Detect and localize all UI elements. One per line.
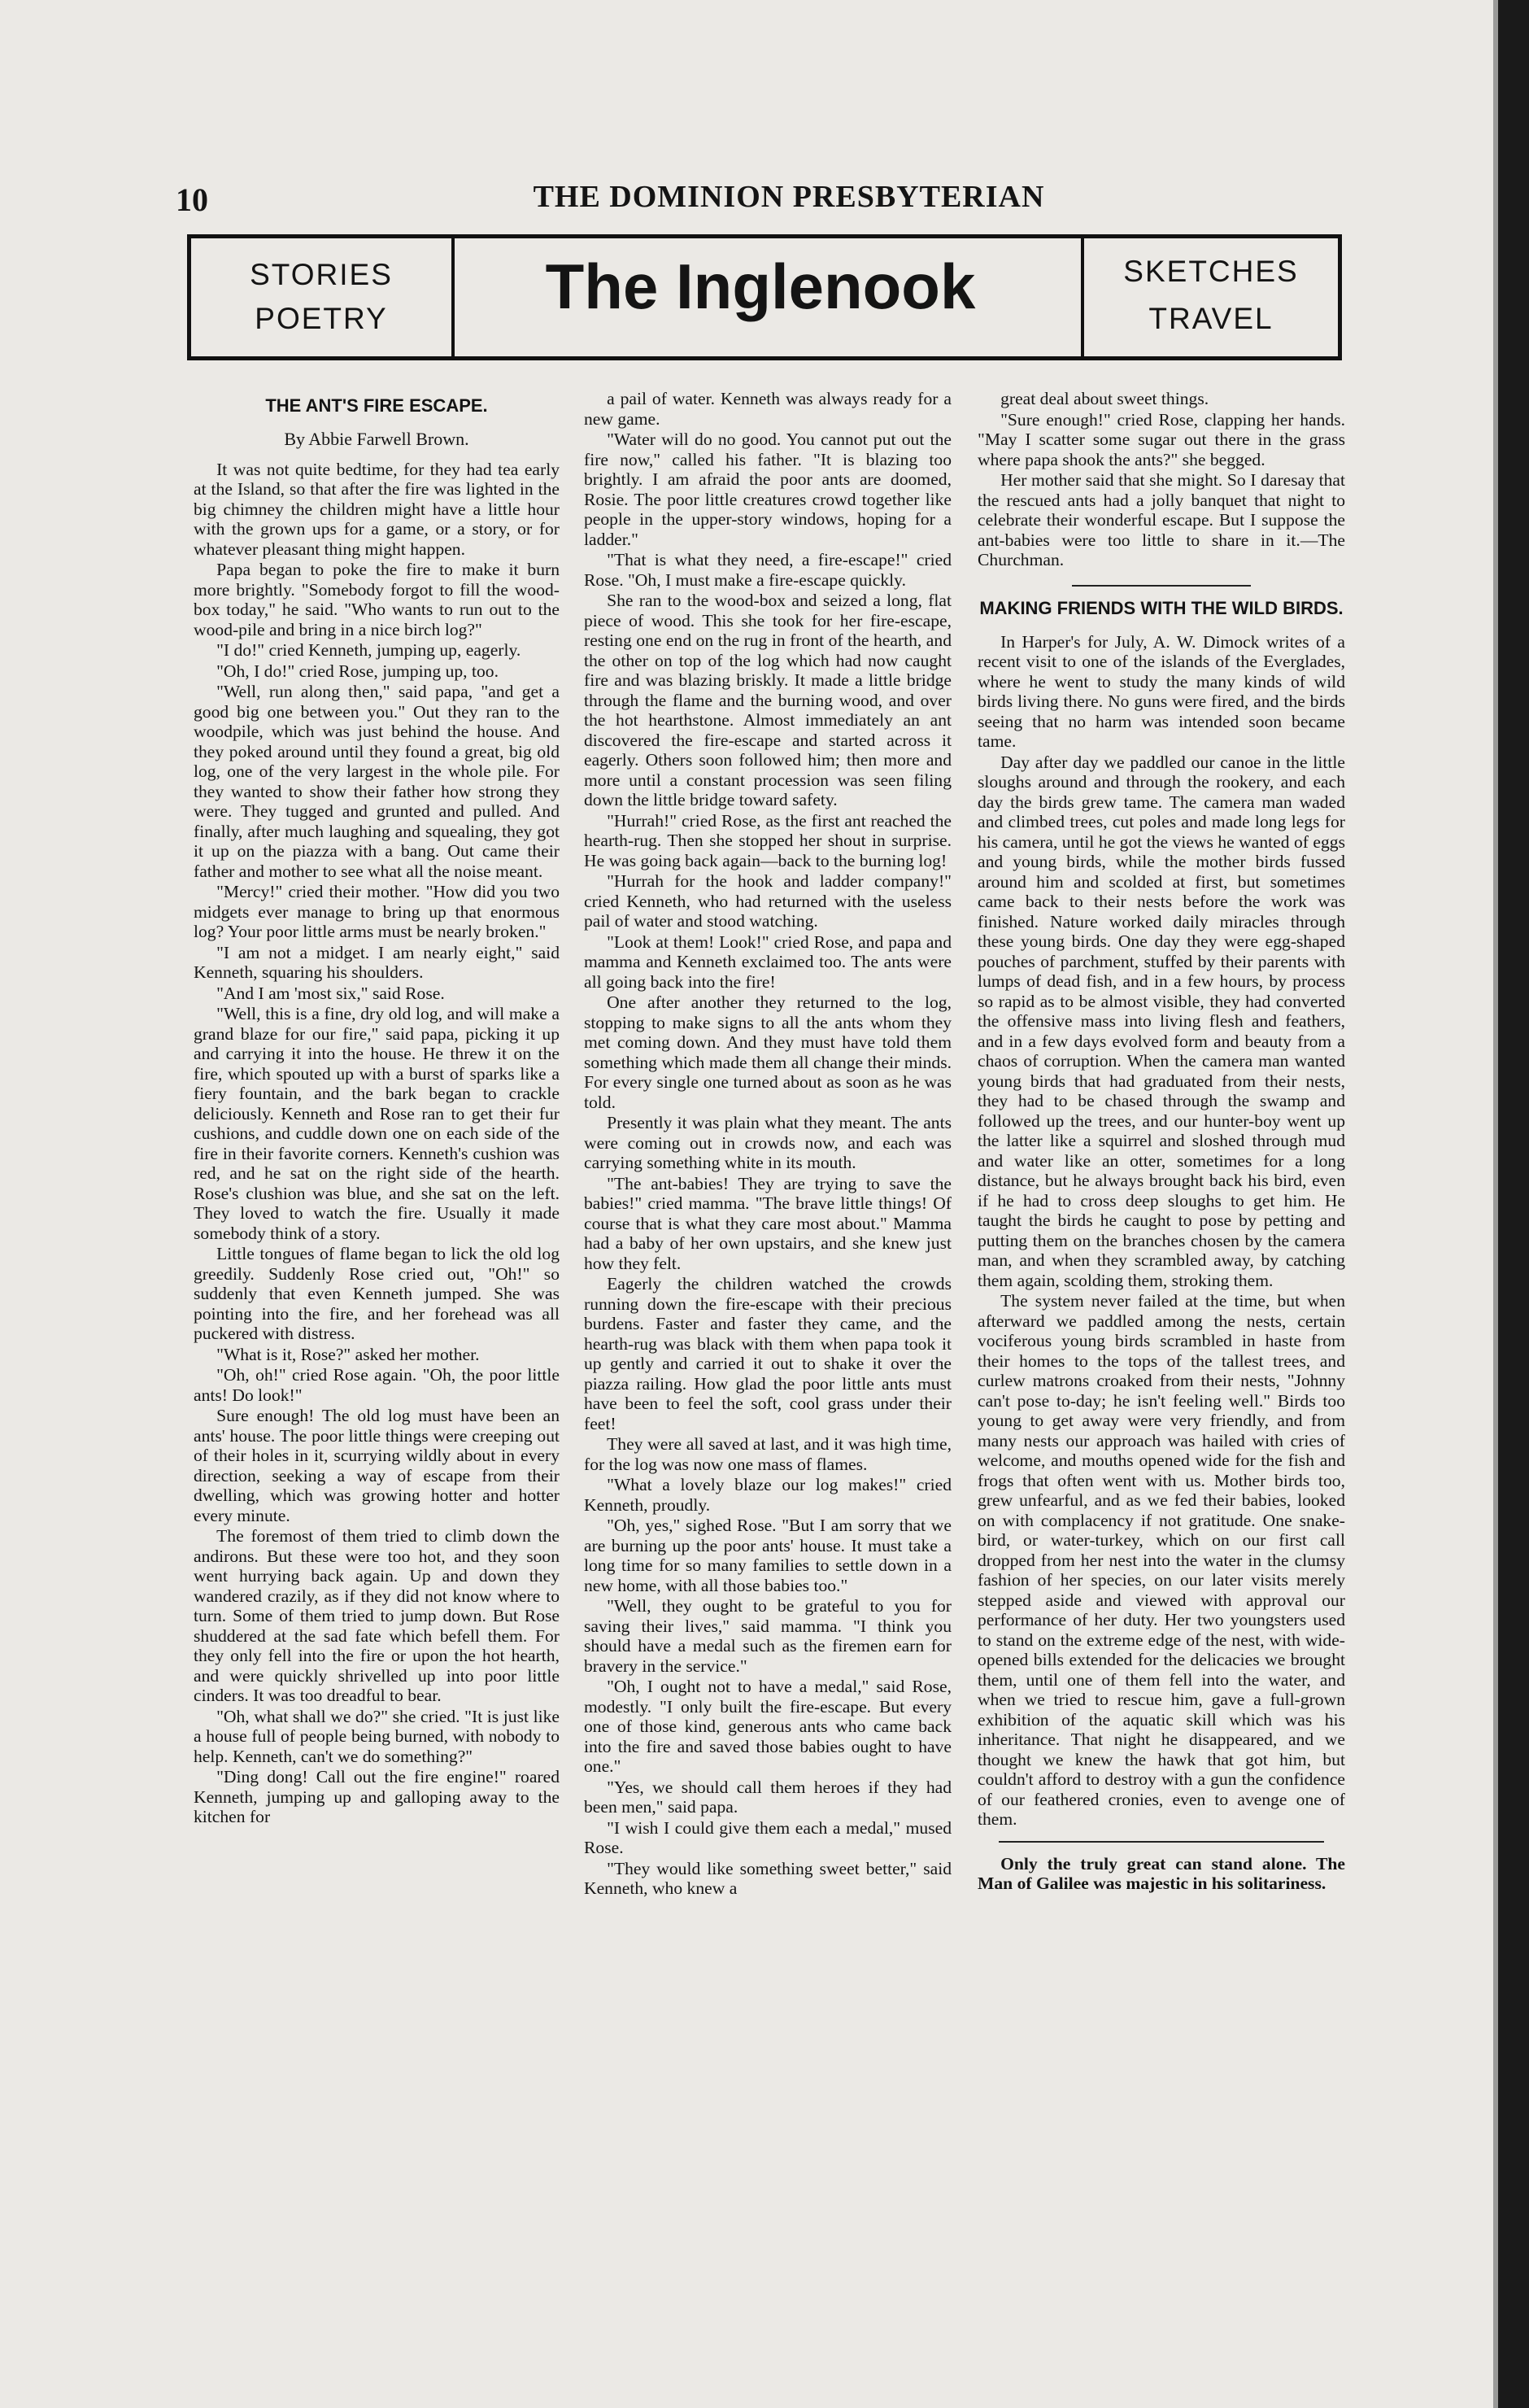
paragraph: "That is what they need, a fire-escape!" cried Rose. "Oh, I must make a fire-escape quickly.	[584, 550, 952, 590]
paragraph: a pail of water. Kenneth was always ready for a new game.	[584, 389, 952, 429]
paragraph: "I wish I could give them each a medal," mused Rose.	[584, 1817, 952, 1857]
paragraph: "Well, they ought to be grateful to you for saving their lives," said mamma. "I think you should have a medal such as the firemen earn for bravery in the service."	[584, 1596, 952, 1676]
paragraph: "I do!" cried Kenneth, jumping up, eagerly.	[216, 640, 521, 660]
paragraph: She ran to the wood-box and seized a long, flat piece of wood. This she took for her fire-escape, resting one end on the rug in front of the hearth, and the other on top of the log which had now caught fire and was blazing briskly. It made a little bridge through the flame and the burning wood, and over the hot hearthstone. Almost immediately an ant discovered the fire-escape and started across it eagerly. Others soon followed him; then more and more until a constant procession was seen filing down the little bridge toward safety.	[584, 591, 952, 809]
column-2	[584, 389, 952, 1900]
article-title: THE ANT'S FIRE ESCAPE.	[265, 395, 488, 416]
paragraph: They were all saved at last, and it was high time, for the log was now one mass of flames.	[584, 1434, 952, 1474]
page-edge	[1498, 0, 1529, 2408]
article-title-2: MAKING FRIENDS WITH THE WILD BIRDS.	[979, 597, 1344, 618]
paragraph: "Oh, oh!" cried Rose again. "Oh, the poor little ants! Do look!"	[194, 1365, 560, 1405]
paragraph: Papa began to poke the fire to make it burn more brightly. "Somebody forgot to fill the wood-box today," he said. "Who wants to run out to the wood-pile and bring in a nice birch log?"	[194, 560, 560, 639]
page-edge-shadow	[1493, 0, 1498, 2408]
paragraph: "They would like something sweet better," said Kenneth, who knew a	[584, 1858, 952, 1898]
paragraph: "Hurrah!" cried Rose, as the first ant reached the hearth-rug. Then she stopped her shout in surprise. He was going back again—back to the burning log!	[584, 810, 952, 870]
paragraph: One after another they returned to the log, stopping to make signs to all the ants whom they met coming down. And they must have told them something which made them all change their minds. For every single one turned about as soon as he was told.	[584, 992, 952, 1112]
paragraph: Day after day we paddled our canoe in the little sloughs around and through the rookery, and each day the birds grew tame. The camera man waded and climbed trees, cut poles and made long legs for his camera, until he got the views he wanted of eggs and young birds, while the mother birds fussed around him and scolded at first, but sometimes came back to their nests before the work was finished. Nature worked daily miracles through these young birds. One day they were egg-shaped pouches of parchment, stuffed by their parents with lumps of dead fish, and in a few hours, by process so rapid as to be almost visible, they had converted the offensive mass into living flesh and feathers, and in a few days evolved form and beauty from a chaos of corruption. When the camera man wanted young birds that had graduated from their nests, they had to be chased through the swamp and followed up the trees, and our hunter-boy went up the latter like a squirrel and sloshed through mud and water like an otter, sometimes for a long distance, but he always brought back his bird, even if he had to cross deep sloughs to get him. He taught the birds he caught to pose by petting and putting them on the branches chosen by the camera man, and when they scrambled away, by catching them again, scolding them, stroking them.	[978, 752, 1345, 1290]
article-divider	[1072, 585, 1251, 587]
paragraph: "Water will do no good. You cannot put out the fire now," called his father. "It is blazing too brightly. I am afraid the poor ants are doomed, Rosie. The poor little creatures crowd together like people in the upper-story windows, hoping for a ladder."	[584, 430, 952, 549]
banner-left-top: STORIES	[250, 258, 393, 291]
paragraph: "Sure enough!" cried Rose, clapping her hands. "May I scatter some sugar out there in the grass where papa shook the ants?" she begged.	[978, 409, 1345, 469]
masthead: THE DOMINION PRESBYTERIAN	[533, 180, 1045, 214]
paragraph: "What a lovely blaze our log makes!" cried Kenneth, proudly.	[584, 1475, 952, 1515]
paragraph: Eagerly the children watched the crowds running down the fire-escape with their precious burdens. Faster and faster they came, and the hearth-rug was black with them when papa took it up gently and carried it out to shake it over the piazza railing. How glad the poor little ants must have been to feel the soft, cool grass under their feet!	[584, 1274, 952, 1433]
paragraph: "Oh, I ought not to have a medal," said Rose, modestly. "I only built the fire-escape. But every one of those kind, generous ants who came back into the fire and saved those babies ought to have one."	[584, 1677, 952, 1776]
banner-left-bottom: POETRY	[255, 302, 388, 335]
article-byline: By Abbie Farwell Brown.	[284, 429, 469, 449]
paragraph: "And I am 'most six," said Rose.	[216, 983, 445, 1003]
paragraph: In Harper's for July, A. W. Dimock writes of a recent visit to one of the islands of the Everglades, where he went to study the many kinds of wild birds living there. No guns were fired, and the birds seeing that no harm was intended soon became tame.	[978, 631, 1345, 751]
paragraph: "What is it, Rose?" asked her mother.	[216, 1344, 480, 1364]
paragraph: "Ding dong! Call out the fire engine!" roared Kenneth, jumping up and galloping away to the kitchen for	[194, 1767, 560, 1826]
paragraph: Her mother said that she might. So I daresay that the rescued ants had a jolly banquet that night to celebrate their wonderful escape. But I suppose the ant-babies were too little to share in it.—The Churchman.	[978, 470, 1345, 569]
paragraph: It was not quite bedtime, for they had tea early at the Island, so that after the fire was lighted in the big chimney the children might have a little hour with the grown ups for a game, or a story, or for whatever pleasant thing might happen.	[194, 459, 560, 559]
paragraph: The foremost of them tried to climb down the andirons. But these were too hot, and they soon went hurrying back again. Up and down they wandered crazily, as if they did not know where to turn. Some of them tried to jump down. But Rose shuddered at the sad fate which befell them. For they only fell into the fire or upon the hot hearth, and were quickly shrivelled up into poor little cinders. It was too dreadful to bear.	[194, 1526, 560, 1705]
paragraph: "Hurrah for the hook and ladder company!" cried Kenneth, who had returned with the useless pail of water and stood watching.	[584, 871, 952, 931]
paragraph: "I am not a midget. I am nearly eight," said Kenneth, squaring his shoulders.	[194, 942, 560, 982]
section-banner	[187, 234, 1342, 360]
paragraph: "Mercy!" cried their mother. "How did you two midgets ever manage to bring up that enormous log? Your poor little arms must be nearly broken."	[194, 882, 560, 941]
paragraph: "Oh, I do!" cried Rose, jumping up, too.	[216, 661, 499, 681]
banner-title: The Inglenook	[545, 251, 976, 322]
column-1	[194, 389, 560, 1828]
banner-right-bottom: TRAVEL	[1148, 302, 1274, 335]
paragraph: Sure enough! The old log must have been an ants' house. The poor little things were creeping out of their holes in it, scurrying wildly about in every direction, seeking a way of escape from their dwelling, which was growing hotter and hotter every minute.	[194, 1406, 560, 1525]
paragraph: "Well, run along then," said papa, "and get a good big one between you." Out they ran to the woodpile, which was just behind the house. And they poked around until they found a great, big old log, one of the very largest in the whole pile. For they wanted to show their father how strong they were. They tugged and grunted and pulled. And finally, after much laughing and squealing, they got it up on the piazza with a bang. Out came their father and mother to see what all the noise meant.	[194, 682, 560, 881]
paragraph: great deal about sweet things.	[1000, 389, 1209, 408]
paragraph: "Oh, yes," sighed Rose. "But I am sorry that we are burning up the poor ants' house. It must take a long time for so many families to settle down in a new home, with all those babies too."	[584, 1516, 952, 1595]
paragraph: Little tongues of flame began to lick the old log greedily. Suddenly Rose cried out, "Oh!" so suddenly that even Kenneth jumped. She was pointing into the fire, and her forehead was all puckered with distress.	[194, 1244, 560, 1343]
paragraph: "Oh, what shall we do?" she cried. "It is just like a house full of people being burned, with nobody to help. Kenneth, can't we do something?"	[194, 1706, 560, 1766]
filler-paragraph: Only the truly great can stand alone. The Man of Galilee was majestic in his solitariness.	[978, 1853, 1345, 1893]
paragraph: "Look at them! Look!" cried Rose, and papa and mamma and Kenneth exclaimed too. The ants were all going back into the fire!	[584, 931, 952, 992]
paragraph: "Well, this is a fine, dry old log, and will make a grand blaze for our fire," said papa, picking it up and carrying it into the house. He threw it on the fire, which spouted up with a burst of sparks like a fiery fountain, and the bark began to crackle deliciously. Kenneth and Rose ran to get their fur cushions, and cuddle down one on each side of the fire in their favorite corners. Kenneth's cushion was red, and he sat on the right side of the hearth. Rose's clushion was blue, and she sat on the left. They loved to watch the fire. Usually it made somebody think of a story.	[194, 1004, 560, 1243]
paragraph: Presently it was plain what they meant. The ants were coming out in crowds now, and each was carrying something white in its mouth.	[584, 1113, 952, 1172]
paragraph: "The ant-babies! They are trying to save the babies!" cried mamma. "The brave little things! Of course that is what they care most about." Mamma had a baby of her own upstairs, and she knew just how they felt.	[584, 1173, 952, 1273]
paragraph: The system never failed at the time, but when afterward we paddled among the nests, certain vociferous young birds scrambled in haste from their homes to the tops of the tallest trees, and curlew matrons croaked from their nests, "Johnny can't pose to-day; he isn't feeling well." Birds too young to get away were very friendly, and from many nests our approach was hailed with cries of welcome, and mouths opened wide for the fish and frogs that often went with us. Mother birds too, grew unfearful, and as we fed their babies, looked on with complacency if not gratitude. One snake-bird, or water-turkey, which on our first call dropped from her nest into the water in the clumsy fashion of her species, on our later visits merely stepped aside and viewed with approval our performance of her duty. Her two youngsters used to stand on the extreme edge of the nest, with wide-opened bills extended for the delicacies we brought them, until one of them fell into the water, and when we tried to rescue him, gave a full-grown exhibition of the aquatic skill which was his inheritance. That night he disappeared, and we thought we knew the hawk that got him, but couldn't afford to destroy with a gun the confidence of our feathered cronies, even to avenge one of them.	[978, 1291, 1345, 1829]
filler-divider	[999, 1841, 1324, 1843]
paragraph: "Yes, we should call them heroes if they had been men," said papa.	[584, 1777, 952, 1817]
page-number: 10	[176, 181, 208, 218]
banner-right-top: SKETCHES	[1123, 255, 1299, 288]
column-3	[978, 389, 1345, 1895]
